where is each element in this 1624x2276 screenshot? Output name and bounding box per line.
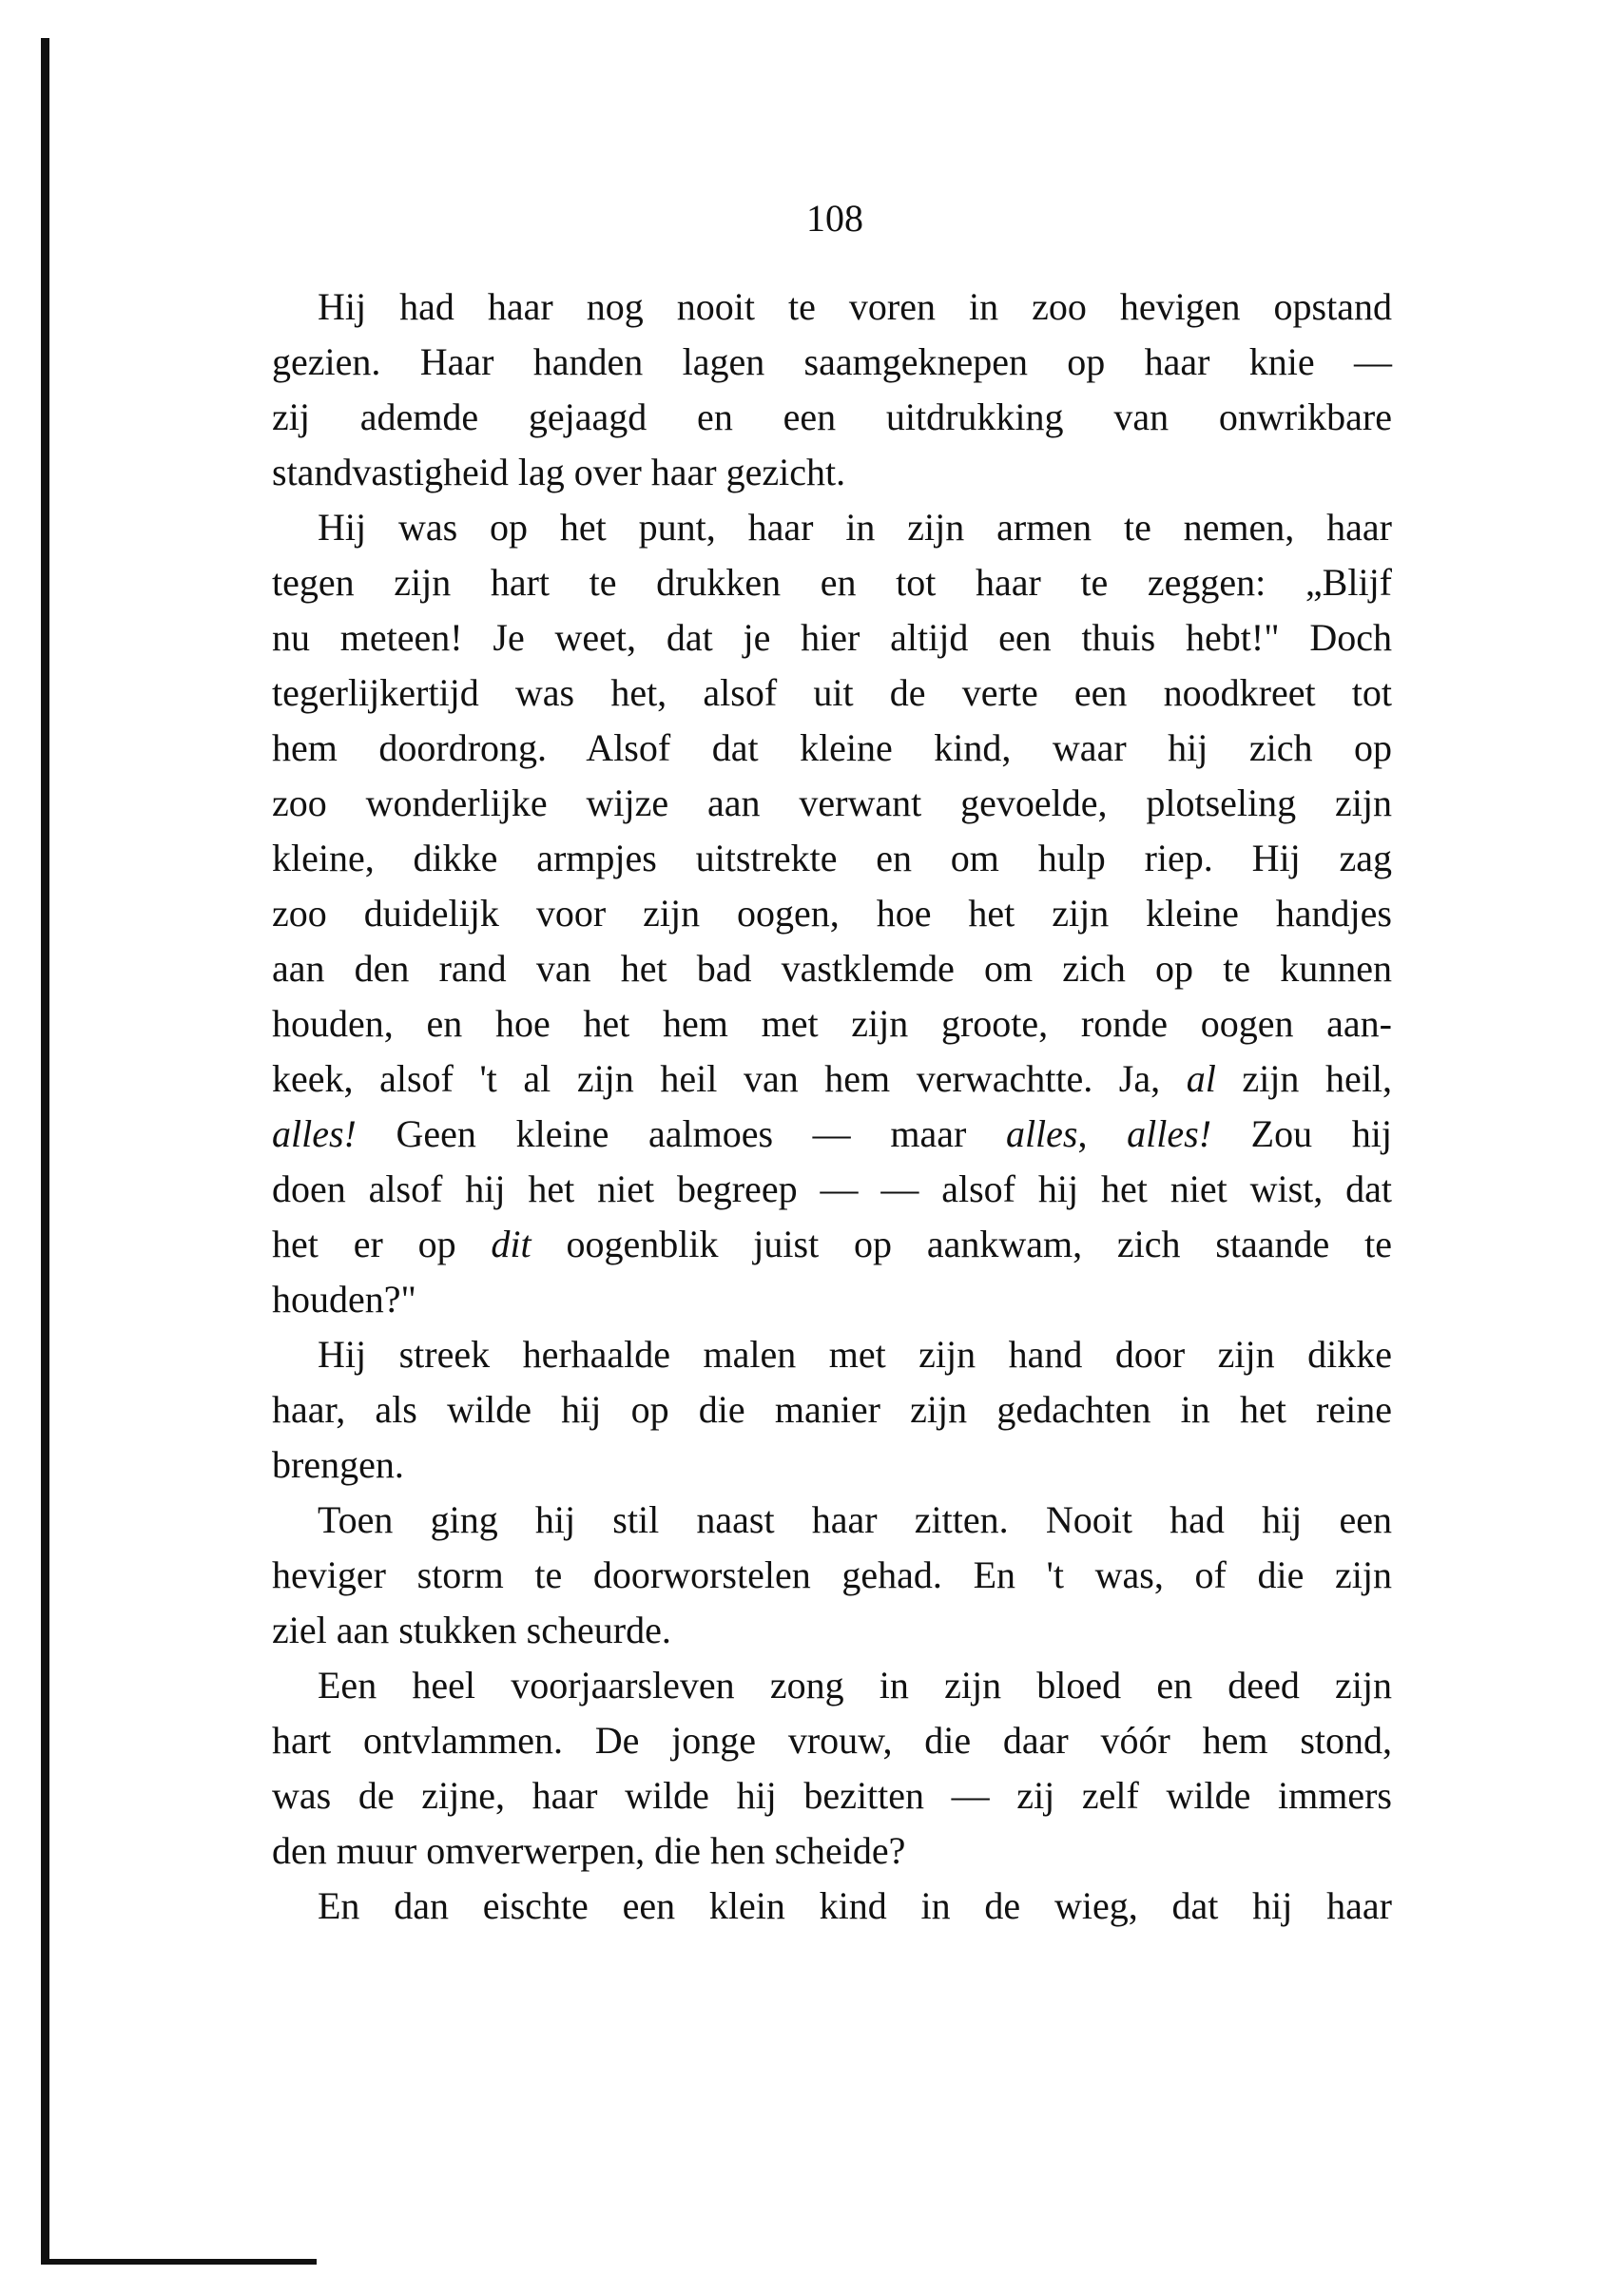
text-line — [272, 445, 1392, 500]
text-segment: zoo wonderlijke wijze aan verwant gevoelde, plotseling zijn — [272, 781, 1392, 824]
text-line — [272, 776, 1392, 831]
text-segment: , — [1077, 1112, 1128, 1155]
text-segment: Hij had haar nog nooit te voren in zoo hevigen opstand — [318, 285, 1392, 328]
text-line — [272, 886, 1392, 941]
text-segment: kleine, dikke armpjes uitstrekte en om hulp riep. Hij zag — [272, 837, 1392, 879]
text-segment: haar, als wilde hij op die manier zijn gedachten in het reine — [272, 1388, 1392, 1431]
text-line — [272, 1658, 1392, 1713]
italic-text: alles — [1005, 1112, 1078, 1155]
text-segment: tegerlijkertijd was het, alsof uit de verte een noodkreet tot — [272, 671, 1392, 714]
text-line — [272, 335, 1392, 390]
text-segment: aan den rand van het bad vastklemde om zich op te kunnen — [272, 947, 1392, 990]
page-number: 108 — [806, 197, 863, 240]
text-segment: houden, en hoe het hem met zijn groote, ronde oogen aan- — [272, 1002, 1392, 1045]
text-segment: En dan eischte een klein kind in de wieg, dat hij haar — [318, 1884, 1392, 1927]
text-segment: Een heel voorjaarsleven zong in zijn bloed en deed zijn — [318, 1664, 1392, 1707]
text-line — [272, 610, 1392, 665]
text-line — [272, 1713, 1392, 1768]
page-edge-bottom — [41, 2259, 317, 2265]
text-line — [272, 1823, 1392, 1879]
page-edge-left — [41, 38, 49, 2265]
text-line — [272, 555, 1392, 610]
text-line — [272, 1272, 1392, 1327]
text-line — [272, 1051, 1392, 1107]
text-line — [272, 1768, 1392, 1823]
italic-text: dit — [491, 1223, 532, 1265]
text-line — [272, 1162, 1392, 1217]
text-segment: was de zijne, haar wilde hij bezitten — zij zelf wilde immers — [272, 1774, 1392, 1817]
text-segment: oogenblik juist op aankwam, zich staande te — [531, 1223, 1392, 1265]
text-segment: het er op — [272, 1223, 492, 1265]
text-segment: Zou hij — [1211, 1112, 1392, 1155]
text-segment: Toen ging hij stil naast haar zitten. Nooit had hij een — [318, 1498, 1392, 1541]
text-line — [272, 1217, 1392, 1272]
italic-text: alles! — [1127, 1112, 1212, 1155]
text-line — [272, 831, 1392, 886]
text-line — [272, 1382, 1392, 1437]
text-line — [272, 1879, 1392, 1934]
text-line — [272, 1107, 1392, 1162]
text-line — [272, 1437, 1392, 1493]
text-segment: Geen kleine aalmoes — maar — [356, 1112, 1006, 1155]
text-line — [272, 665, 1392, 721]
text-line — [272, 390, 1392, 445]
text-line — [272, 1493, 1392, 1548]
text-line — [272, 280, 1392, 335]
text-segment: hem doordrong. Alsof dat kleine kind, waar hij zich op — [272, 726, 1392, 769]
text-segment: brengen. — [272, 1443, 404, 1486]
italic-text: alles! — [272, 1112, 357, 1155]
text-segment: hart ontvlammen. De jonge vrouw, die daar vóór hem stond, — [272, 1719, 1392, 1762]
text-segment: Hij streek herhaalde malen met zijn hand door zijn dikke — [318, 1333, 1392, 1376]
text-line — [272, 721, 1392, 776]
text-segment: tegen zijn hart te drukken en tot haar te zeggen: „Blijf — [272, 561, 1392, 604]
text-segment: zoo duidelijk voor zijn oogen, hoe het zijn kleine handjes — [272, 892, 1392, 935]
text-segment: doen alsof hij het niet begreep — — alsof hij het niet wist, dat — [272, 1167, 1392, 1210]
text-segment: zij ademde gejaagd en een uitdrukking van onwrikbare — [272, 395, 1392, 438]
text-segment: houden?" — [272, 1278, 416, 1321]
text-segment: gezien. Haar handen lagen saamgeknepen op haar knie — — [272, 340, 1392, 383]
text-line — [272, 1327, 1392, 1382]
text-segment: Hij was op het punt, haar in zijn armen te nemen, haar — [318, 506, 1392, 549]
text-segment: keek, alsof 't al zijn heil van hem verwachtte. Ja, — [272, 1057, 1187, 1100]
text-line — [272, 941, 1392, 996]
italic-text: al — [1186, 1057, 1216, 1100]
text-segment: zijn heil, — [1215, 1057, 1392, 1100]
text-line — [272, 1603, 1392, 1658]
body-text — [272, 280, 1392, 1934]
text-line — [272, 996, 1392, 1051]
text-segment: standvastigheid lag over haar gezicht. — [272, 451, 846, 493]
text-line — [272, 500, 1392, 555]
text-segment: ziel aan stukken scheurde. — [272, 1609, 671, 1651]
text-segment: nu meteen! Je weet, dat je hier altijd een thuis hebt!" Doch — [272, 616, 1392, 659]
text-line — [272, 1548, 1392, 1603]
text-segment: heviger storm te doorworstelen gehad. En 't was, of die zijn — [272, 1553, 1392, 1596]
text-segment: den muur omverwerpen, die hen scheide? — [272, 1829, 906, 1872]
